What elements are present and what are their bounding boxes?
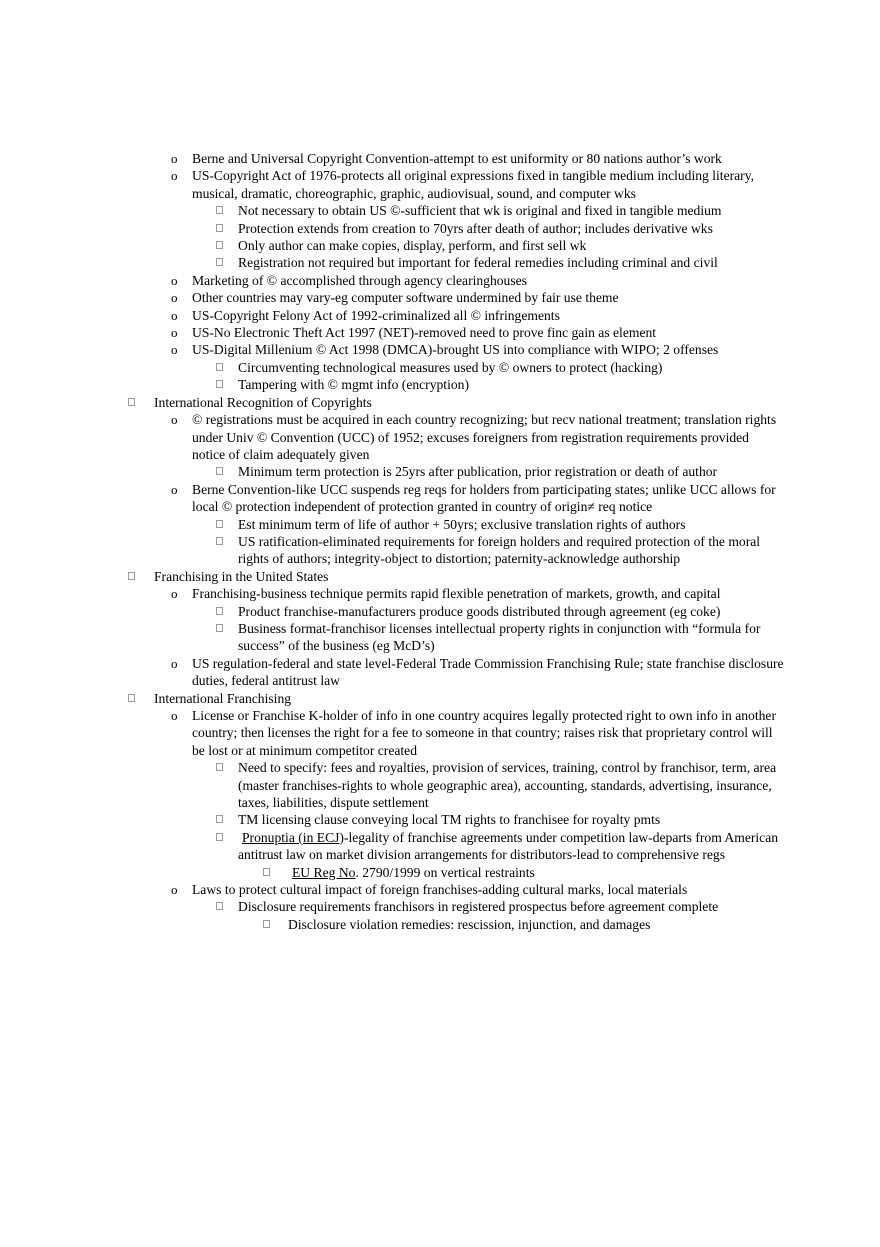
item-text: Not necessary to obtain US ©-sufficient that wk is original and fixed in tangible medium [238, 203, 722, 219]
square-bullet-icon [216, 815, 223, 823]
item-text: Need to specify: fees and royalties, provision of services, training, control by franchisor, term, area (master franchises-rights to whole geographic area), accounting, standards, advertising, insurance, taxes, liabilities, dispute settlement [238, 760, 777, 811]
bullet: o [171, 882, 178, 898]
section-heading [0, 568, 880, 585]
square-bullet-icon [216, 241, 223, 249]
item-text: Circumventing technological measures used by © owners to protect (hacking) [238, 359, 663, 375]
list-item [0, 829, 880, 864]
square-bullet-icon [216, 206, 223, 214]
square-bullet-icon [216, 624, 223, 632]
list-item [0, 481, 880, 516]
item-text: . 2790/1999 on vertical restraints [355, 864, 535, 880]
square-bullet-icon [216, 607, 223, 615]
bullet: o [171, 290, 178, 306]
regulation-name: EU Reg No [292, 864, 356, 880]
list-item [0, 864, 880, 881]
item-text: Other countries may vary-eg computer software undermined by fair use theme [192, 290, 619, 306]
bullet: o [171, 655, 178, 671]
list-item [0, 516, 880, 533]
bullet: o [171, 151, 178, 166]
list-item [0, 881, 880, 898]
list-item [0, 289, 880, 306]
list-item [0, 237, 880, 254]
list-item [0, 324, 880, 341]
list-item [0, 167, 880, 202]
square-bullet-icon [216, 224, 223, 232]
bullet: o [171, 481, 178, 497]
list-item [0, 220, 880, 237]
square-bullet-icon [128, 572, 135, 580]
case-name: Pronuptia (in ECJ [242, 829, 340, 845]
item-text: Disclosure violation remedies: rescission, injunction, and damages [288, 916, 651, 932]
item-text: US-Copyright Felony Act of 1992-criminalized all © infringements [192, 307, 560, 323]
bullet: o [171, 708, 178, 723]
list-item [0, 202, 880, 219]
item-text: Minimum term protection is 25yrs after publication, prior registration or death of author [238, 464, 718, 480]
item-text: © registrations must be acquired in each country recognizing; but recv national treatment; translation rights under Univ © Convention (UCC) of 1952; excuses foreigners from registration requirements provided notice of claim adequately given [192, 412, 777, 462]
item-text: US-Copyright Act of 1976-protects all original expressions fixed in tangible medium including literary, musical, dramatic, choreographic, graphic, audiovisual, sound, and computer wks [192, 168, 755, 201]
square-bullet-icon [128, 398, 135, 406]
list-item [0, 898, 880, 915]
bullet: o [171, 168, 178, 184]
section-heading [0, 690, 880, 707]
item-text: Franchising-business technique permits rapid flexible penetration of markets, growth, and capital [192, 586, 721, 602]
section-heading [0, 394, 880, 411]
bullet: o [171, 272, 178, 288]
item-text: International Recognition of Copyrights [154, 394, 372, 410]
bullet: o [171, 342, 178, 358]
square-bullet-icon [263, 920, 270, 928]
item-text: US-Digital Millenium © Act 1998 (DMCA)-brought US into compliance with WIPO; 2 offenses [192, 342, 719, 358]
item-text: Berne and Universal Copyright Convention-attempt to est uniformity or 80 nations author’s work [192, 151, 722, 166]
item-text: Est minimum term of life of author + 50yrs; exclusive translation rights of authors [238, 516, 686, 532]
bullet: o [171, 586, 178, 602]
list-item [0, 759, 880, 811]
item-text: Registration not required but important for federal remedies including criminal and civil [238, 255, 718, 271]
list-item [0, 916, 880, 933]
list-item [0, 655, 880, 690]
list-item [0, 359, 880, 376]
list-item [0, 811, 880, 828]
square-bullet-icon [216, 258, 223, 266]
item-text: International Franchising [154, 690, 292, 706]
list-item [0, 341, 880, 358]
item-text: Disclosure requirements franchisors in registered prospectus before agreement complete [238, 899, 719, 915]
item-text: TM licensing clause conveying local TM rights to franchisee for royalty pmts [238, 812, 661, 828]
list-item [0, 376, 880, 393]
square-bullet-icon [128, 694, 135, 702]
item-text: US regulation-federal and state level-Federal Trade Commission Franchising Rule; state franchise disclosure duties, federal antitrust law [192, 655, 784, 689]
item-text: License or Franchise K-holder of info in one country acquires legally protected right to own info in another country; then licenses the right for a fee to someone in that country; raises risk that proprietary control will be lost or at minimum competitor created [192, 708, 776, 758]
item-text: Tampering with © mgmt info (encryption) [238, 377, 469, 393]
bullet: o [171, 325, 178, 341]
list-item [0, 307, 880, 324]
list-item [0, 533, 880, 568]
item-text: Marketing of © accomplished through agency clearinghouses [192, 272, 527, 288]
list-item [0, 272, 880, 289]
item-text: US ratification-eliminated requirements for foreign holders and required protection of the moral rights of authors; integrity-object to distortion; paternity-acknowledge authorship [238, 533, 761, 567]
item-text: Business format-franchisor licenses intellectual property rights in conjunction with “formula for success” of the business (eg McD’s) [238, 620, 761, 654]
item-text: )-legality of franchise agreements under competition law-departs from American antitrust law on market division arrangements for distributors-lead to comprehensive regs [238, 829, 779, 863]
square-bullet-icon [216, 902, 223, 910]
item-text: Laws to protect cultural impact of foreign franchises-adding cultural marks, local materials [192, 882, 688, 898]
bullet: o [171, 412, 178, 428]
square-bullet-icon [216, 520, 223, 528]
item-text: Franchising in the United States [154, 568, 329, 584]
square-bullet-icon [216, 363, 223, 371]
list-item [0, 254, 880, 271]
list-item [0, 620, 880, 655]
list-item [0, 150, 880, 167]
item-text: Only author can make copies, display, perform, and first sell wk [238, 238, 587, 254]
list-item [0, 585, 880, 602]
square-bullet-icon [263, 868, 270, 876]
item-text: Product franchise-manufacturers produce goods distributed through agreement (eg coke) [238, 603, 721, 619]
square-bullet-icon [216, 380, 223, 388]
item-text: US-No Electronic Theft Act 1997 (NET)-removed need to prove finc gain as element [192, 325, 657, 341]
square-bullet-icon [216, 833, 223, 841]
document-page [0, 150, 880, 933]
list-item [0, 707, 880, 759]
item-text: Protection extends from creation to 70yrs after death of author; includes derivative wks [238, 220, 713, 236]
square-bullet-icon [216, 467, 223, 475]
list-item [0, 463, 880, 480]
square-bullet-icon [216, 763, 223, 771]
list-item [0, 411, 880, 463]
item-text: Berne Convention-like UCC suspends reg reqs for holders from participating states; unlike UCC allows for local © protection independent of protection granted in country of origin≠ req notice [192, 481, 776, 515]
square-bullet-icon [216, 537, 223, 545]
list-item [0, 603, 880, 620]
bullet: o [171, 307, 178, 323]
